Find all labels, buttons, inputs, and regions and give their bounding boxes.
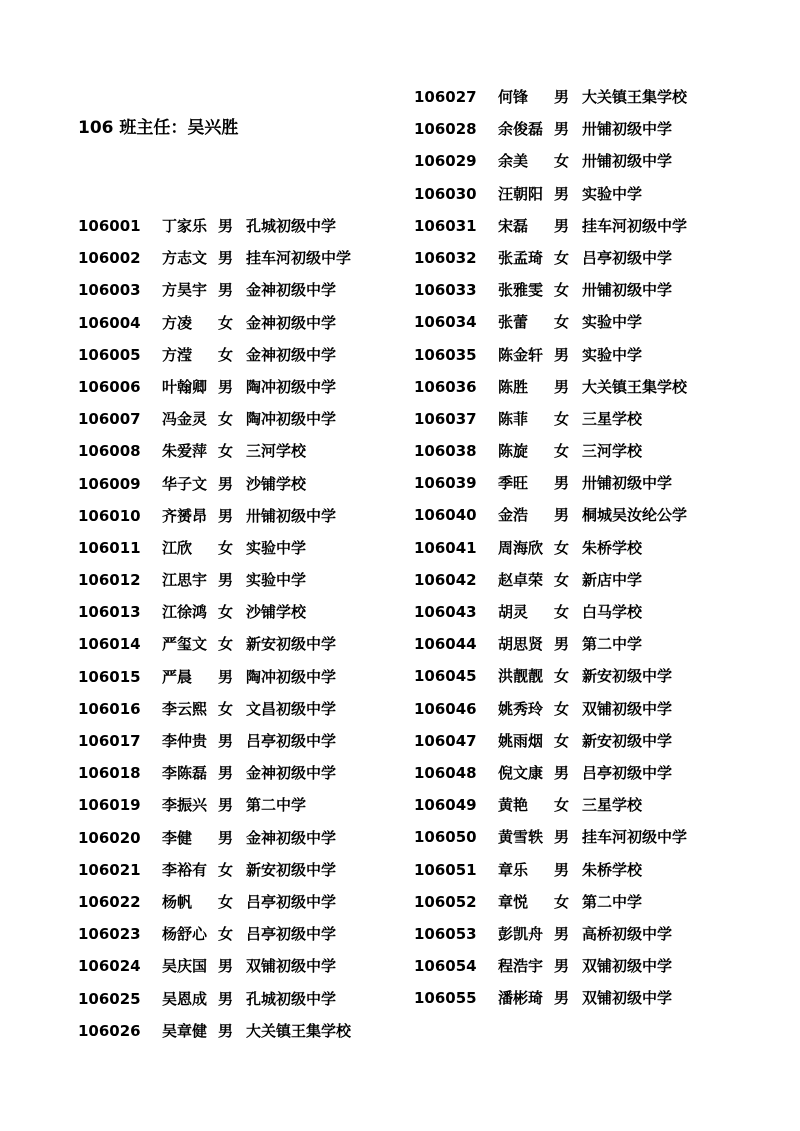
student-gender: 女 xyxy=(554,281,570,300)
student-gender: 女 xyxy=(554,152,570,171)
class-title: 106 班主任：吴兴胜 xyxy=(78,118,239,138)
student-name: 胡思贤 xyxy=(498,635,544,654)
student-row xyxy=(78,950,418,982)
student-row xyxy=(414,242,754,274)
student-id: 106003 xyxy=(78,281,141,300)
student-school: 金神初级中学 xyxy=(246,313,337,332)
student-name: 张雅雯 xyxy=(498,281,544,300)
student-gender: 男 xyxy=(218,1021,234,1040)
student-id: 106036 xyxy=(414,377,477,396)
student-row xyxy=(414,757,754,789)
student-row xyxy=(414,693,754,725)
student-school: 新店中学 xyxy=(582,570,643,589)
student-name: 宋磊 xyxy=(498,216,529,235)
student-id: 106046 xyxy=(414,699,477,718)
student-name: 何锋 xyxy=(498,88,529,106)
student-school: 陶冲初级中学 xyxy=(246,667,337,686)
student-school: 朱桥学校 xyxy=(582,538,643,557)
student-name: 黄艳 xyxy=(498,796,529,815)
student-school: 三星学校 xyxy=(582,796,643,815)
student-name: 杨舒心 xyxy=(162,925,208,944)
student-school: 双铺初级中学 xyxy=(582,957,673,976)
student-gender: 男 xyxy=(218,828,234,847)
student-school: 第二中学 xyxy=(582,892,643,911)
student-row xyxy=(78,693,418,725)
student-id: 106032 xyxy=(414,248,477,267)
student-list-left xyxy=(78,210,418,1047)
student-school: 高桥初级中学 xyxy=(582,924,673,943)
student-row xyxy=(414,982,754,1014)
student-name: 方昊宇 xyxy=(162,281,208,300)
student-name: 季旺 xyxy=(498,474,529,493)
student-id: 106047 xyxy=(414,731,477,750)
student-name: 李云熙 xyxy=(162,699,208,718)
student-name: 金浩 xyxy=(498,506,529,525)
student-name: 赵卓荣 xyxy=(498,570,544,589)
student-school: 文昌初级中学 xyxy=(246,699,337,718)
student-id: 106029 xyxy=(414,152,477,171)
student-name: 吴庆国 xyxy=(162,957,208,976)
student-school: 大关镇王集学校 xyxy=(582,377,688,396)
student-gender: 男 xyxy=(218,764,234,783)
student-list-right xyxy=(414,81,754,1014)
student-row xyxy=(78,242,418,274)
student-name: 陈金轩 xyxy=(498,345,544,364)
student-row xyxy=(414,499,754,531)
student-row xyxy=(414,81,754,113)
student-school: 三河学校 xyxy=(582,442,643,461)
student-gender: 男 xyxy=(554,763,570,782)
student-name: 章乐 xyxy=(498,860,529,879)
student-id: 106035 xyxy=(414,345,477,364)
student-id: 106054 xyxy=(414,957,477,976)
student-school: 双铺初级中学 xyxy=(246,957,337,976)
student-row xyxy=(414,210,754,242)
student-row xyxy=(414,596,754,628)
student-gender: 男 xyxy=(554,860,570,879)
student-row xyxy=(78,500,418,532)
student-gender: 男 xyxy=(554,120,570,139)
student-id: 106008 xyxy=(78,442,141,461)
student-school: 三星学校 xyxy=(582,409,643,428)
student-row xyxy=(78,757,418,789)
student-gender: 男 xyxy=(554,828,570,847)
student-gender: 女 xyxy=(554,731,570,750)
student-row xyxy=(414,403,754,435)
student-name: 陈菲 xyxy=(498,409,529,428)
student-row xyxy=(78,371,418,403)
student-school: 桐城吴汝纶公学 xyxy=(582,506,688,525)
student-row xyxy=(78,339,418,371)
student-school: 金神初级中学 xyxy=(246,345,337,364)
student-gender: 男 xyxy=(218,217,234,235)
student-row xyxy=(78,822,418,854)
student-id: 106002 xyxy=(78,249,141,268)
student-gender: 男 xyxy=(218,796,234,815)
student-gender: 女 xyxy=(218,410,234,429)
student-name: 方滢 xyxy=(162,345,193,364)
student-gender: 女 xyxy=(554,699,570,718)
student-school: 金神初级中学 xyxy=(246,764,337,783)
student-name: 陈胜 xyxy=(498,377,529,396)
student-name: 倪文康 xyxy=(498,763,544,782)
student-gender: 女 xyxy=(218,699,234,718)
student-row xyxy=(414,339,754,371)
student-row xyxy=(414,274,754,306)
student-row xyxy=(414,178,754,210)
student-school: 孔城初级中学 xyxy=(246,217,337,235)
student-school: 新安初级中学 xyxy=(246,635,337,654)
student-gender: 女 xyxy=(554,313,570,332)
student-id: 106050 xyxy=(414,828,477,847)
student-school: 吕亭初级中学 xyxy=(246,732,337,750)
student-gender: 女 xyxy=(218,442,234,461)
student-id: 106042 xyxy=(414,570,477,589)
student-id: 106005 xyxy=(78,345,141,364)
student-school: 沙铺学校 xyxy=(246,603,307,622)
student-name: 叶翰卿 xyxy=(162,377,208,396)
student-gender: 男 xyxy=(554,474,570,493)
student-id: 106016 xyxy=(78,699,141,718)
student-gender: 女 xyxy=(218,925,234,944)
student-row xyxy=(414,886,754,918)
student-name: 姚雨烟 xyxy=(498,731,544,750)
student-id: 106006 xyxy=(78,377,141,396)
student-gender: 男 xyxy=(554,924,570,943)
student-school: 第二中学 xyxy=(582,635,643,654)
student-gender: 女 xyxy=(218,345,234,364)
student-row xyxy=(78,596,418,628)
student-row xyxy=(414,628,754,660)
student-school: 朱桥学校 xyxy=(582,860,643,879)
student-name: 胡灵 xyxy=(498,603,529,621)
student-gender: 女 xyxy=(218,538,234,557)
student-gender: 男 xyxy=(218,957,234,976)
student-name: 彭凯舟 xyxy=(498,924,544,943)
student-school: 孔城初级中学 xyxy=(246,989,337,1008)
student-gender: 女 xyxy=(554,409,570,428)
student-school: 第二中学 xyxy=(246,796,307,815)
student-school: 双铺初级中学 xyxy=(582,989,673,1008)
student-gender: 女 xyxy=(554,538,570,557)
student-name: 方志文 xyxy=(162,249,208,268)
student-id: 106055 xyxy=(414,989,477,1008)
student-name: 李健 xyxy=(162,828,193,847)
student-school: 挂车河初级中学 xyxy=(582,828,688,847)
student-row xyxy=(414,306,754,338)
student-id: 106028 xyxy=(414,120,477,139)
student-school: 吕亭初级中学 xyxy=(582,248,673,267)
student-gender: 男 xyxy=(218,571,234,590)
student-name: 朱爱萍 xyxy=(162,442,208,461)
student-name: 黄雪轶 xyxy=(498,828,544,847)
student-id: 106053 xyxy=(414,924,477,943)
student-row xyxy=(414,467,754,499)
student-id: 106009 xyxy=(78,474,141,493)
student-school: 陶冲初级中学 xyxy=(246,410,337,429)
student-gender: 男 xyxy=(218,989,234,1008)
student-name: 齐赟昂 xyxy=(162,506,208,525)
student-row xyxy=(78,532,418,564)
student-id: 106015 xyxy=(78,667,141,686)
student-name: 余美 xyxy=(498,152,529,171)
student-name: 丁家乐 xyxy=(162,217,208,235)
student-id: 106024 xyxy=(78,957,141,976)
student-id: 106034 xyxy=(414,313,477,332)
student-name: 洪靓靓 xyxy=(498,667,544,686)
student-row xyxy=(78,564,418,596)
student-row xyxy=(78,468,418,500)
student-name: 方凌 xyxy=(162,313,193,332)
student-row xyxy=(78,789,418,821)
student-school: 吕亭初级中学 xyxy=(582,763,673,782)
student-gender: 男 xyxy=(554,345,570,364)
student-name: 李裕有 xyxy=(162,860,208,879)
student-school: 卅铺初级中学 xyxy=(582,152,673,171)
student-name: 李仲贵 xyxy=(162,732,208,750)
student-row xyxy=(78,403,418,435)
student-school: 新安初级中学 xyxy=(582,731,673,750)
student-row xyxy=(78,918,418,950)
student-gender: 男 xyxy=(554,88,570,106)
student-school: 实验中学 xyxy=(246,538,307,557)
student-school: 白马学校 xyxy=(582,603,643,621)
student-row xyxy=(78,1015,418,1047)
student-id: 106019 xyxy=(78,796,141,815)
student-gender: 男 xyxy=(218,667,234,686)
student-name: 汪朝阳 xyxy=(498,184,544,203)
student-id: 106027 xyxy=(414,88,477,106)
student-row xyxy=(414,918,754,950)
student-row xyxy=(414,435,754,467)
student-school: 大关镇王集学校 xyxy=(246,1021,352,1040)
student-gender: 女 xyxy=(554,796,570,815)
student-gender: 男 xyxy=(554,377,570,396)
student-name: 严玺文 xyxy=(162,635,208,654)
student-gender: 女 xyxy=(554,892,570,911)
student-gender: 男 xyxy=(554,216,570,235)
student-gender: 男 xyxy=(554,957,570,976)
student-id: 106026 xyxy=(78,1021,141,1040)
student-row xyxy=(414,532,754,564)
student-gender: 女 xyxy=(218,313,234,332)
student-name: 余俊磊 xyxy=(498,120,544,139)
student-name: 潘彬琦 xyxy=(498,989,544,1008)
student-school: 实验中学 xyxy=(246,571,307,590)
student-school: 三河学校 xyxy=(246,442,307,461)
student-id: 106007 xyxy=(78,410,141,429)
student-school: 卅铺初级中学 xyxy=(246,506,337,525)
student-row xyxy=(78,435,418,467)
student-name: 章悦 xyxy=(498,892,529,911)
student-row xyxy=(78,628,418,660)
student-row xyxy=(78,274,418,306)
student-school: 挂车河初级中学 xyxy=(246,249,352,268)
student-school: 挂车河初级中学 xyxy=(582,216,688,235)
student-school: 卅铺初级中学 xyxy=(582,120,673,139)
student-name: 江欣 xyxy=(162,538,193,557)
student-id: 106049 xyxy=(414,796,477,815)
student-row xyxy=(78,854,418,886)
student-id: 106045 xyxy=(414,667,477,686)
student-row xyxy=(414,725,754,757)
student-name: 华子文 xyxy=(162,474,208,493)
student-row xyxy=(78,886,418,918)
student-row xyxy=(414,821,754,853)
student-name: 李陈磊 xyxy=(162,764,208,783)
student-id: 106030 xyxy=(414,184,477,203)
student-row xyxy=(414,789,754,821)
student-id: 106018 xyxy=(78,764,141,783)
student-name: 李振兴 xyxy=(162,796,208,815)
student-school: 实验中学 xyxy=(582,345,643,364)
student-row xyxy=(414,854,754,886)
student-id: 106010 xyxy=(78,506,141,525)
student-row xyxy=(414,564,754,596)
student-gender: 男 xyxy=(554,989,570,1008)
student-school: 吕亭初级中学 xyxy=(246,892,337,911)
student-id: 106041 xyxy=(414,538,477,557)
student-gender: 女 xyxy=(218,635,234,654)
student-gender: 男 xyxy=(218,377,234,396)
student-gender: 男 xyxy=(218,249,234,268)
student-id: 106004 xyxy=(78,313,141,332)
student-school: 新安初级中学 xyxy=(582,667,673,686)
student-row xyxy=(78,725,418,757)
student-school: 金神初级中学 xyxy=(246,281,337,300)
student-row xyxy=(78,983,418,1015)
student-name: 张孟琦 xyxy=(498,248,544,267)
student-school: 金神初级中学 xyxy=(246,828,337,847)
student-row xyxy=(78,210,418,242)
student-name: 陈旋 xyxy=(498,442,529,461)
student-school: 实验中学 xyxy=(582,313,643,332)
student-id: 106043 xyxy=(414,603,477,621)
student-gender: 男 xyxy=(554,506,570,525)
student-id: 106025 xyxy=(78,989,141,1008)
student-school: 双铺初级中学 xyxy=(582,699,673,718)
student-school: 卅铺初级中学 xyxy=(582,281,673,300)
student-id: 106021 xyxy=(78,860,141,879)
student-name: 江思宇 xyxy=(162,571,208,590)
student-row xyxy=(78,307,418,339)
student-school: 新安初级中学 xyxy=(246,860,337,879)
student-id: 106052 xyxy=(414,892,477,911)
student-name: 吴恩成 xyxy=(162,989,208,1008)
student-name: 程浩宇 xyxy=(498,957,544,976)
student-gender: 女 xyxy=(554,667,570,686)
student-gender: 女 xyxy=(554,442,570,461)
student-id: 106020 xyxy=(78,828,141,847)
student-id: 106044 xyxy=(414,635,477,654)
student-school: 实验中学 xyxy=(582,184,643,203)
student-name: 周海欣 xyxy=(498,538,544,557)
student-id: 106011 xyxy=(78,538,141,557)
student-gender: 男 xyxy=(218,474,234,493)
student-id: 106023 xyxy=(78,925,141,944)
student-id: 106051 xyxy=(414,860,477,879)
student-row xyxy=(414,950,754,982)
student-school: 沙铺学校 xyxy=(246,474,307,493)
student-school: 吕亭初级中学 xyxy=(246,925,337,944)
student-gender: 女 xyxy=(554,248,570,267)
student-id: 106039 xyxy=(414,474,477,493)
student-gender: 女 xyxy=(554,570,570,589)
student-name: 张蕾 xyxy=(498,313,529,332)
student-school: 大关镇王集学校 xyxy=(582,88,688,106)
student-name: 吴章健 xyxy=(162,1021,208,1040)
student-gender: 男 xyxy=(218,732,234,750)
student-id: 106014 xyxy=(78,635,141,654)
student-gender: 女 xyxy=(218,860,234,879)
student-gender: 女 xyxy=(218,892,234,911)
student-gender: 女 xyxy=(554,603,570,621)
student-id: 106022 xyxy=(78,892,141,911)
student-name: 严晨 xyxy=(162,667,193,686)
student-gender: 男 xyxy=(554,635,570,654)
student-id: 106048 xyxy=(414,763,477,782)
student-gender: 男 xyxy=(218,281,234,300)
student-row xyxy=(414,660,754,692)
student-gender: 女 xyxy=(218,603,234,622)
student-id: 106038 xyxy=(414,442,477,461)
student-id: 106031 xyxy=(414,216,477,235)
student-id: 106017 xyxy=(78,732,141,750)
student-gender: 男 xyxy=(218,506,234,525)
student-name: 姚秀玲 xyxy=(498,699,544,718)
student-id: 106001 xyxy=(78,217,141,235)
student-id: 106013 xyxy=(78,603,141,622)
student-name: 冯金灵 xyxy=(162,410,208,429)
student-row xyxy=(414,113,754,145)
student-row xyxy=(78,661,418,693)
student-school: 陶冲初级中学 xyxy=(246,377,337,396)
student-name: 杨帆 xyxy=(162,892,193,911)
student-gender: 男 xyxy=(554,184,570,203)
student-row xyxy=(414,145,754,177)
student-id: 106037 xyxy=(414,409,477,428)
student-id: 106040 xyxy=(414,506,477,525)
student-name: 江徐鸿 xyxy=(162,603,208,622)
student-id: 106012 xyxy=(78,571,141,590)
student-id: 106033 xyxy=(414,281,477,300)
student-school: 卅铺初级中学 xyxy=(582,474,673,493)
student-row xyxy=(414,371,754,403)
